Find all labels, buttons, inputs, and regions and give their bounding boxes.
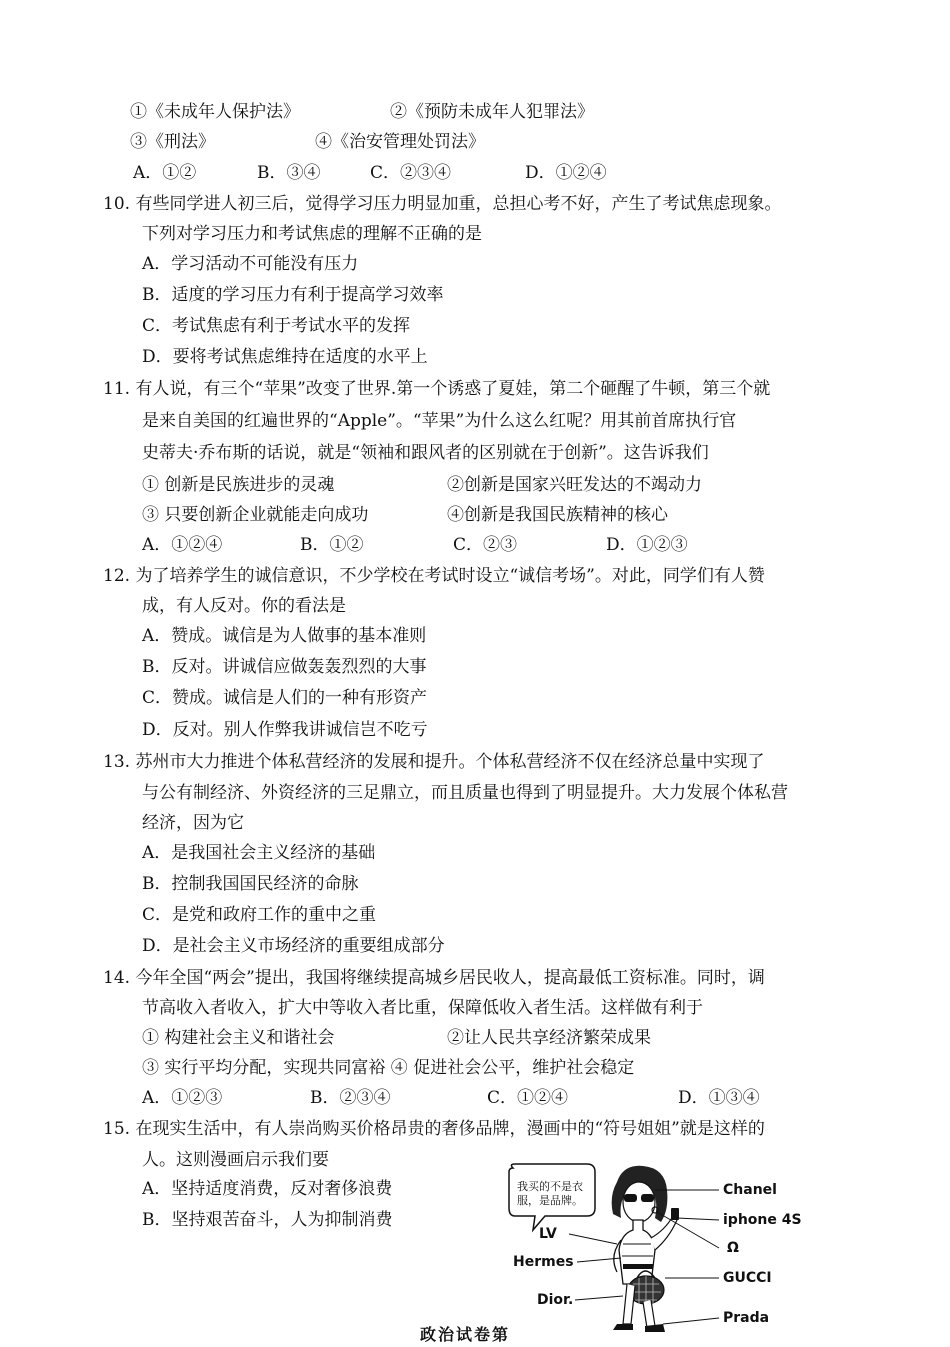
page-footer: 政治试卷第 xyxy=(420,1325,511,1344)
q12-option-c: C．赞成。诚信是人们的一种有形资产 xyxy=(142,688,428,708)
pointer-iphone xyxy=(677,1218,719,1220)
q14-item-1: ① 构建社会主义和谐社会 xyxy=(142,1028,335,1048)
q9-option-d: D．①②④ xyxy=(525,163,607,183)
q11-option-d: D．①②③ xyxy=(606,535,688,555)
q14-item-3-4: ③ 实行平均分配，实现共同富裕 ④ 促进社会公平，维护社会稳定 xyxy=(142,1058,635,1078)
label-gucci: GUCCI xyxy=(723,1270,772,1286)
q10-stem-line-1: 10. 有些同学进人初三后，觉得学习压力明显加重，总担心考不好，产生了考试焦虑现象。 xyxy=(103,194,782,214)
q11-item-4: ④创新是我国民族精神的核心 xyxy=(447,505,668,525)
q13-stem-line-1: 13. 苏州市大力推进个体私营经济的发展和提升。个体私营经济不仅在经济总量中实现了 xyxy=(103,752,765,772)
q13-stem-line-2: 与公有制经济、外资经济的三足鼎立，而且质量也得到了明显提升。大力发展个体私营 xyxy=(142,783,788,803)
label-omega: Ω xyxy=(727,1240,739,1256)
left-shoe xyxy=(613,1324,633,1330)
q9-option-a: A．①② xyxy=(133,163,197,183)
q13-option-d: D．是社会主义市场经济的重要组成部分 xyxy=(142,936,445,956)
luxury-brand-cartoon xyxy=(505,1160,815,1342)
q12-option-d: D．反对。别人作弊我讲诚信岂不吃亏 xyxy=(142,720,428,740)
sunglasses-right xyxy=(641,1194,654,1202)
q10-option-a: A．学习活动不可能没有压力 xyxy=(142,254,359,274)
q15-option-a: A．坚持适度消费，反对奢侈浪费 xyxy=(142,1179,393,1199)
q13-option-a: A．是我国社会主义经济的基础 xyxy=(142,843,376,863)
label-chanel: Chanel xyxy=(723,1182,777,1198)
q13-option-c: C．是党和政府工作的重中之重 xyxy=(142,905,377,925)
q10-option-d: D．要将考试焦虑维持在适度的水平上 xyxy=(142,347,428,367)
label-prada: Prada xyxy=(723,1310,770,1326)
q11-option-a: A．①②④ xyxy=(142,535,223,555)
q10-stem-line-2: 下列对学习压力和考试焦虑的理解不正确的是 xyxy=(142,224,482,244)
q11-option-c: C．②③ xyxy=(453,535,518,555)
q12-stem-line-2: 成，有人反对。你的看法是 xyxy=(142,596,346,616)
pointer-prada xyxy=(663,1318,719,1324)
belt-shape xyxy=(623,1264,653,1269)
q11-item-2: ②创新是国家兴旺发达的不竭动力 xyxy=(447,475,702,495)
q11-stem-line-2: 是来自美国的红遍世界的“Apple”。“苹果”为什么这么红呢？用其前首席执行官 xyxy=(142,411,737,431)
speech-text: 我买的不是衣服，是品牌。 xyxy=(517,1180,583,1208)
q9-item-2: ②《预防未成年人犯罪法》 xyxy=(390,102,594,122)
q10-option-c: C．考试焦虑有利于考试水平的发挥 xyxy=(142,316,411,336)
q11-item-3: ③ 只要创新企业就能走向成功 xyxy=(142,505,369,525)
q12-stem-line-1: 12. 为了培养学生的诚信意识，不少学校在考试时设立“诚信考场”。对此，同学们有人赞 xyxy=(103,566,765,586)
q14-option-a: A．①②③ xyxy=(142,1088,223,1108)
pointer-dior xyxy=(575,1296,623,1300)
q11-option-b: B．①② xyxy=(300,535,364,555)
q14-stem-line-1: 14. 今年全国“两会”提出，我国将继续提高城乡居民收人，提高最低工资标准。同时，调 xyxy=(103,968,765,988)
q15-stem-line-1: 15. 在现实生活中，有人崇尚购买价格昂贵的奢侈品牌，漫画中的“符号姐姐”就是这样的 xyxy=(103,1119,765,1139)
q9-option-c: C．②③④ xyxy=(370,163,452,183)
q9-item-1: ①《未成年人保护法》 xyxy=(130,102,300,122)
sunglasses-left xyxy=(624,1194,637,1202)
q15-stem-line-2: 人。这则漫画启示我们要 xyxy=(142,1150,329,1170)
label-dior: Dior. xyxy=(537,1292,574,1308)
label-hermes: Hermes xyxy=(513,1254,574,1270)
q14-stem-line-2: 节高收入者收入，扩大中等收入者比重，保障低收入者生活。这样做有利于 xyxy=(142,998,703,1018)
q13-stem-line-3: 经济，因为它 xyxy=(142,813,244,833)
q11-stem-line-3: 史蒂夫·乔布斯的话说，就是“领袖和跟风者的区别就在于创新”。这告诉我们 xyxy=(142,443,709,463)
q13-option-b: B．控制我国国民经济的命脉 xyxy=(142,874,359,894)
body-shape xyxy=(619,1220,655,1284)
q11-item-1: ① 创新是民族进步的灵魂 xyxy=(142,475,335,495)
q14-option-b: B．②③④ xyxy=(310,1088,391,1108)
q14-option-d: D．①③④ xyxy=(678,1088,760,1108)
q14-option-c: C．①②④ xyxy=(487,1088,569,1108)
left-leg xyxy=(623,1284,635,1324)
q9-item-4: ④《治安管理处罚法》 xyxy=(315,132,485,152)
q15-option-b: B．坚持艰苦奋斗，人为抑制消费 xyxy=(142,1210,393,1230)
q9-option-b: B．③④ xyxy=(257,163,321,183)
q12-option-b: B．反对。讲诚信应做轰轰烈烈的大事 xyxy=(142,657,427,677)
label-iphone: iphone 4S xyxy=(723,1212,802,1228)
q10-option-b: B．适度的学习压力有利于提高学习效率 xyxy=(142,285,444,305)
q9-item-3: ③《刑法》 xyxy=(130,132,215,152)
right-leg xyxy=(643,1300,655,1328)
q14-item-2: ②让人民共享经济繁荣成果 xyxy=(447,1028,651,1048)
q11-stem-line-1: 11. 有人说，有三个“苹果”改变了世界.第一个诱惑了夏娃，第二个砸醒了牛顿，第三个就 xyxy=(103,379,771,399)
q12-option-a: A．赞成。诚信是为人做事的基本准则 xyxy=(142,626,427,646)
pointer-lv xyxy=(569,1234,617,1244)
label-lv: LV xyxy=(539,1226,557,1242)
